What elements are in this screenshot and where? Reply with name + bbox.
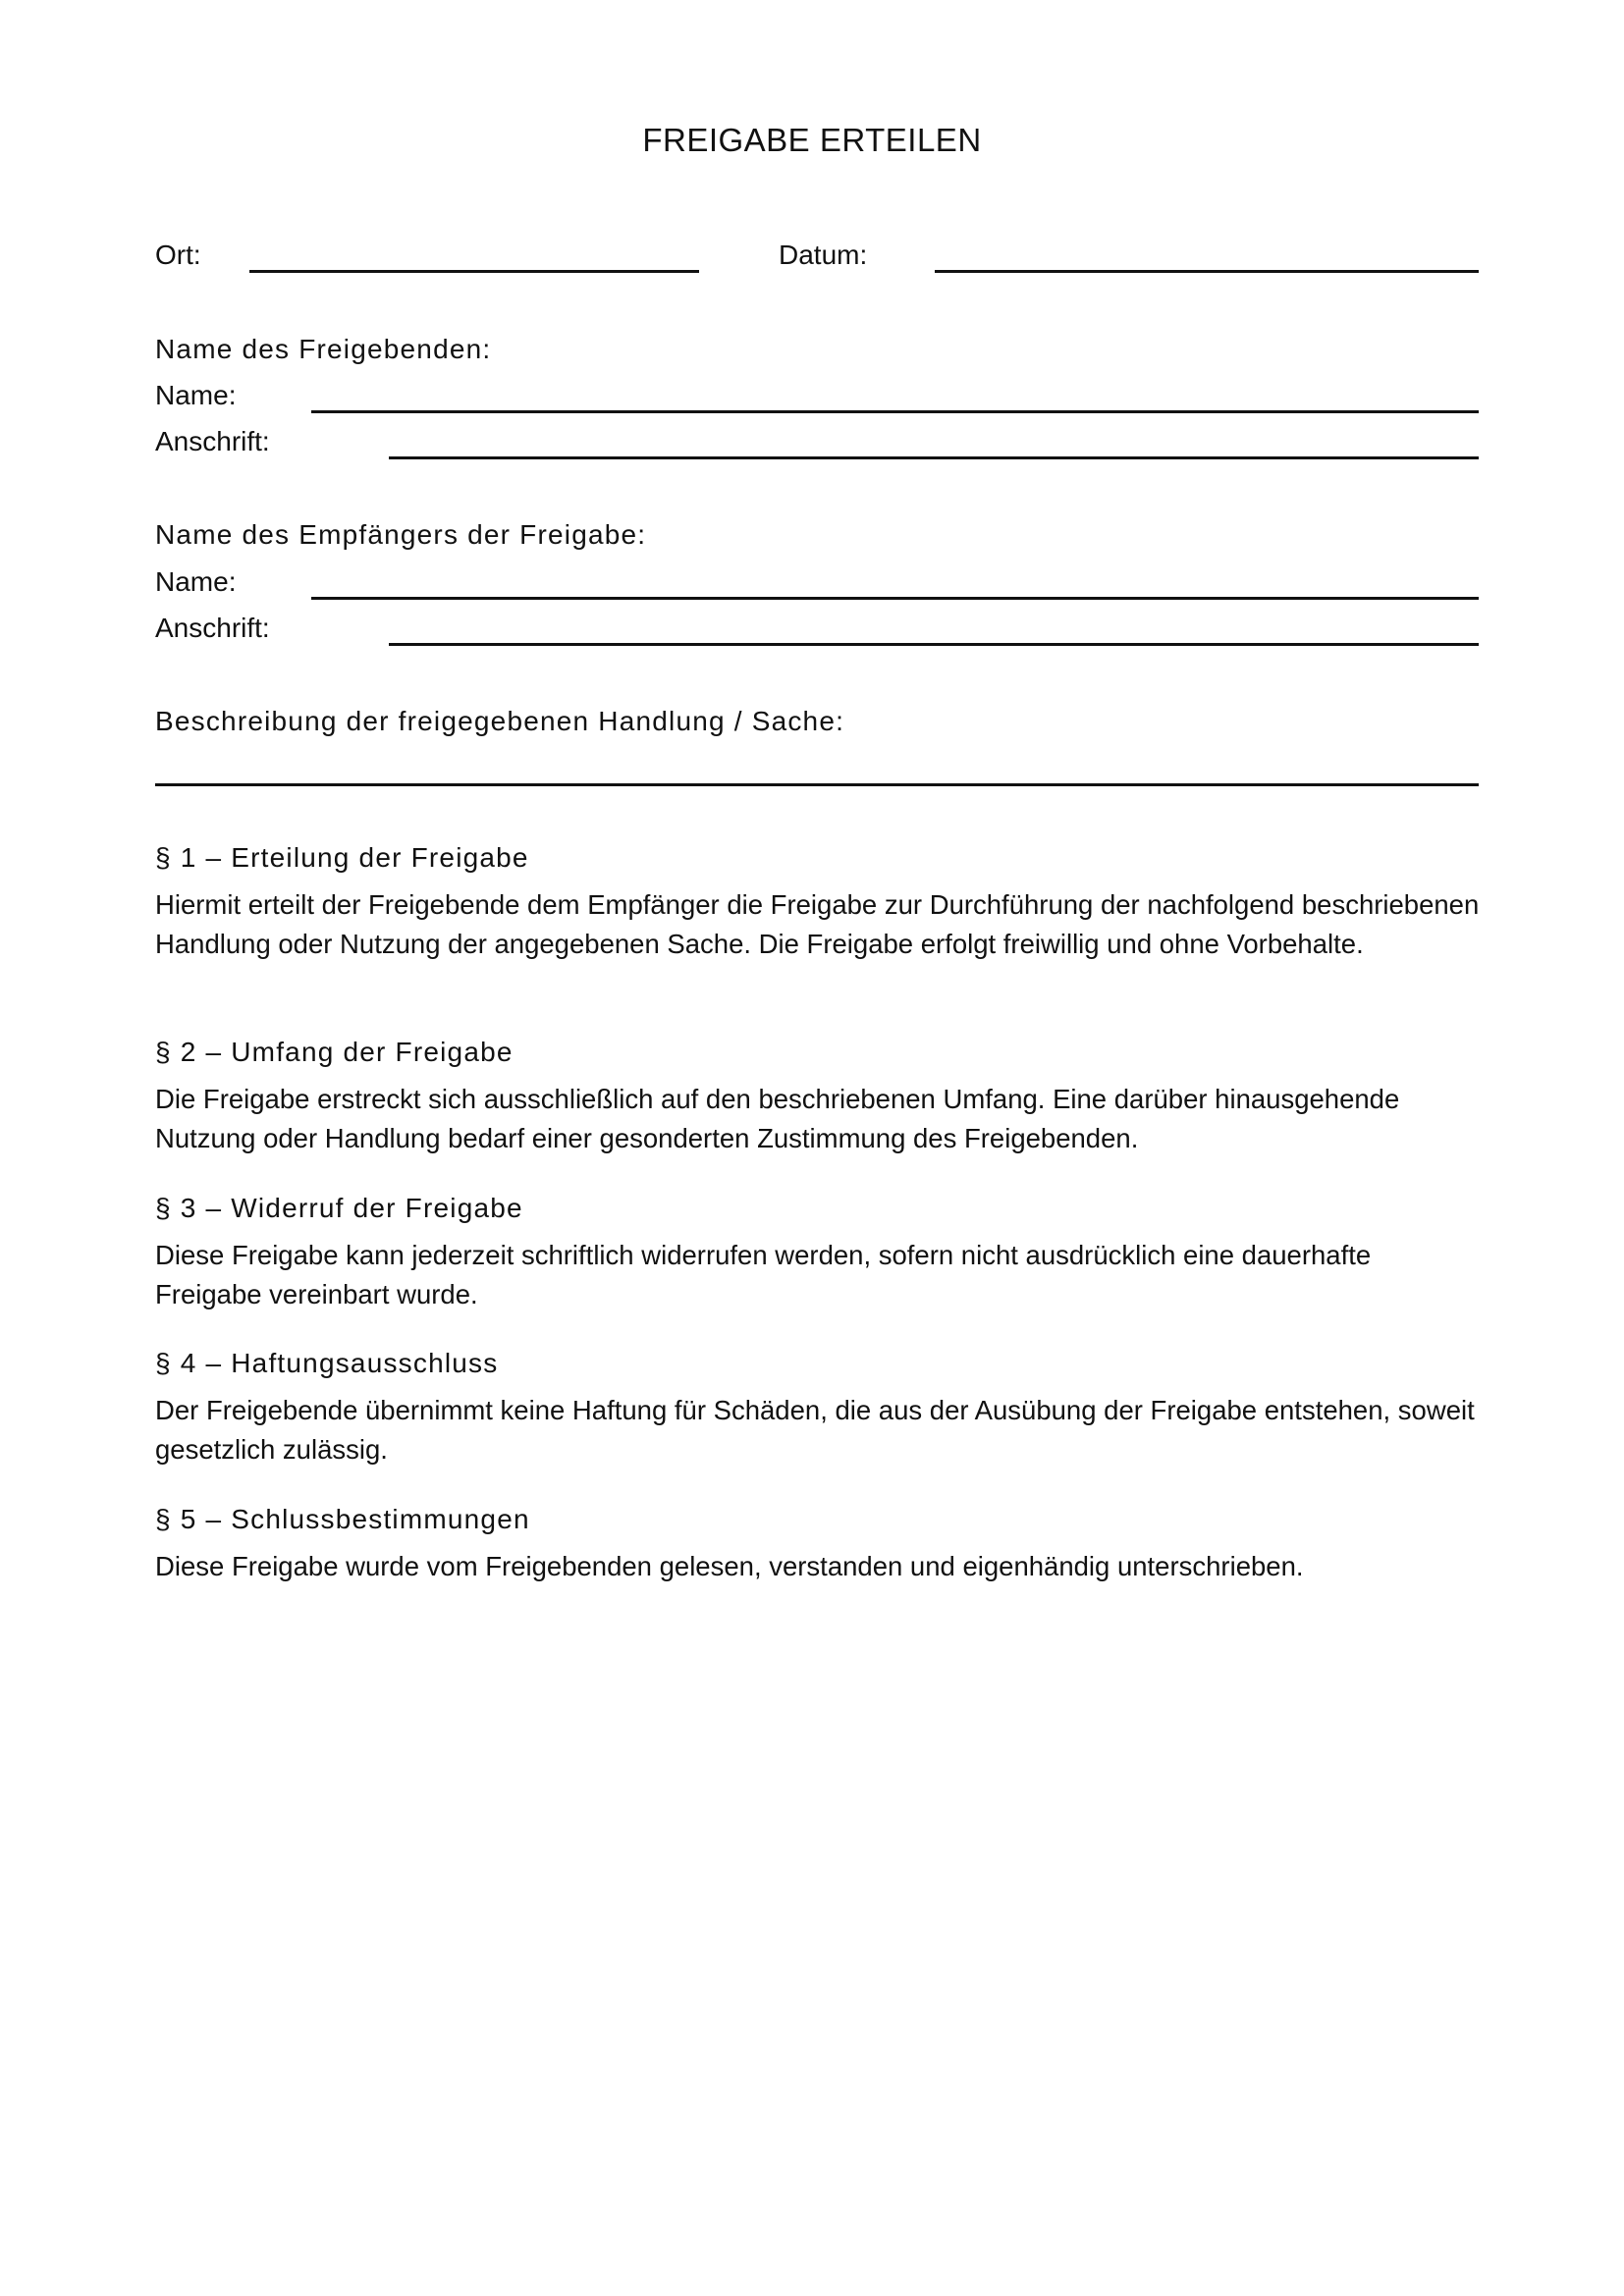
section-1-body: Hiermit erteilt der Freigebende dem Empfänger die Freigabe zur Durchführung der nachfolgend beschriebenen Handlung oder Nutzung der angegebenen Sache. Die Freigabe erfolgt freiwillig und ohne Vorbehalte. [155,889,1480,959]
ort-label: Ort: [155,240,201,270]
grantor-address-field[interactable] [389,456,1479,459]
section-5-body: Diese Freigabe wurde vom Freigebenden gelesen, verstanden und eigenhändig unterschrieben. [155,1551,1304,1581]
document-title: FREIGABE ERTEILEN [642,122,982,158]
section-1-title: § 1 – Erteilung der Freigabe [155,842,529,873]
section-3-title: § 3 – Widerruf der Freigabe [155,1193,523,1223]
recipient-heading: Name des Empfängers der Freigabe: [155,519,647,550]
grantor-heading: Name des Freigebenden: [155,334,492,364]
grantor-name-label: Name: [155,380,237,410]
section-4-body: Der Freigebende übernimmt keine Haftung für Schäden, die aus der Ausübung der Freigabe entstehen, soweit gesetzlich zulässig. [155,1395,1475,1465]
grantor-address-label: Anschrift: [155,426,270,456]
recipient-address-field[interactable] [389,643,1479,646]
recipient-address-label: Anschrift: [155,613,270,643]
section-3-body: Diese Freigabe kann jederzeit schriftlich widerrufen werden, sofern nicht ausdrücklich eine dauerhafte Freigabe vereinbart wurde. [155,1240,1372,1309]
description-label: Beschreibung der freigegebenen Handlung / Sache: [155,706,845,736]
datum-field[interactable] [935,270,1479,273]
grantor-name-field[interactable] [311,410,1479,413]
section-2-title: § 2 – Umfang der Freigabe [155,1037,514,1067]
recipient-name-field[interactable] [311,597,1479,600]
ort-field[interactable] [249,270,699,273]
section-5-title: § 5 – Schlussbestimmungen [155,1504,530,1534]
datum-label: Datum: [779,240,868,270]
description-field[interactable] [155,783,1479,786]
recipient-name-label: Name: [155,566,237,597]
section-2-body: Die Freigabe erstreckt sich ausschließlich auf den beschriebenen Umfang. Eine darüber hinausgehende Nutzung oder Handlung bedarf einer gesonderten Zustimmung des Freigebenden. [155,1084,1400,1153]
section-4-title: § 4 – Haftungsausschluss [155,1348,499,1378]
